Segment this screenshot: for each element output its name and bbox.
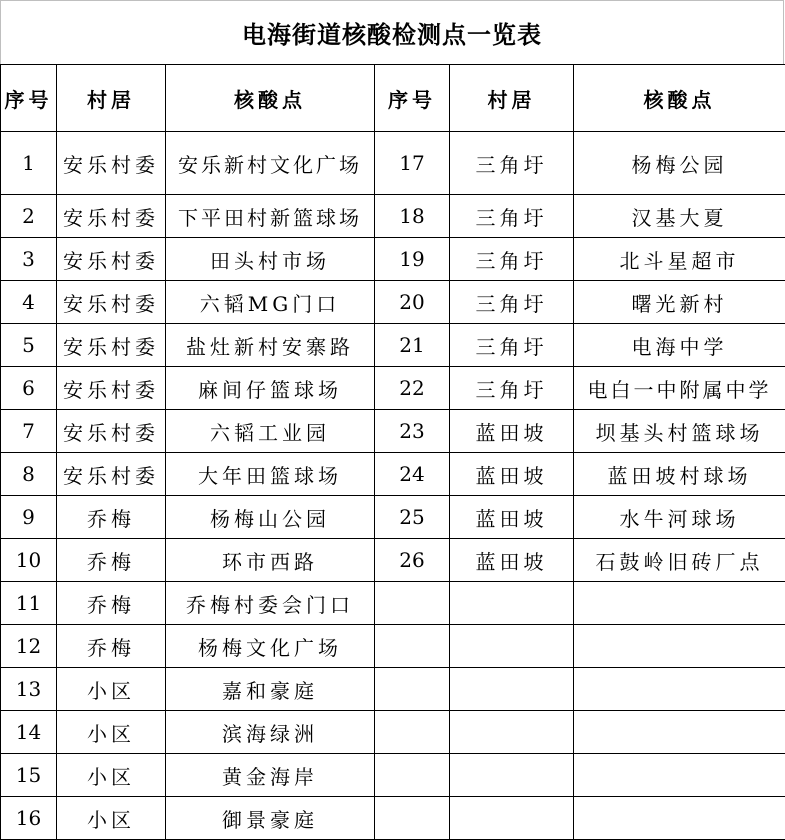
village-cell: 小区 (57, 668, 166, 711)
table-row (1, 238, 785, 281)
table-row (1, 797, 785, 840)
site-cell: 电白一中附属中学 (574, 367, 785, 410)
site-cell (574, 797, 785, 840)
seq-cell: 26 (375, 539, 450, 582)
table-row (1, 754, 785, 797)
seq-cell: 10 (1, 539, 57, 582)
seq-cell: 9 (1, 496, 57, 539)
village-cell: 安乐村委 (57, 367, 166, 410)
village-cell: 三角圩 (450, 238, 574, 281)
site-cell: 滨海绿洲 (166, 711, 375, 754)
table-row (1, 195, 785, 238)
seq-cell: 15 (1, 754, 57, 797)
village-cell: 三角圩 (450, 195, 574, 238)
seq-cell: 5 (1, 324, 57, 367)
site-cell: 乔梅村委会门口 (166, 582, 375, 625)
site-cell: 大年田篮球场 (166, 453, 375, 496)
seq-cell: 6 (1, 367, 57, 410)
site-cell (574, 582, 785, 625)
seq-cell: 20 (375, 281, 450, 324)
header-seq-right: 序号 (375, 65, 450, 132)
site-cell: 电海中学 (574, 324, 785, 367)
site-cell: 黄金海岸 (166, 754, 375, 797)
village-cell: 蓝田坡 (450, 539, 574, 582)
table-row (1, 668, 785, 711)
header-site-left: 核酸点 (166, 65, 375, 132)
site-cell (574, 754, 785, 797)
seq-cell: 18 (375, 195, 450, 238)
seq-cell: 24 (375, 453, 450, 496)
table-row (1, 711, 785, 754)
header-row (1, 65, 785, 132)
seq-cell (375, 625, 450, 668)
header-site-right: 核酸点 (574, 65, 785, 132)
header-seq-left: 序号 (1, 65, 57, 132)
seq-cell: 19 (375, 238, 450, 281)
village-cell: 乔梅 (57, 496, 166, 539)
seq-cell: 23 (375, 410, 450, 453)
site-cell: 北斗星超市 (574, 238, 785, 281)
seq-cell: 16 (1, 797, 57, 840)
seq-cell: 8 (1, 453, 57, 496)
site-cell: 蓝田坡村球场 (574, 453, 785, 496)
village-cell: 蓝田坡 (450, 453, 574, 496)
village-cell: 安乐村委 (57, 324, 166, 367)
village-cell (450, 711, 574, 754)
seq-cell (375, 668, 450, 711)
seq-cell (375, 711, 450, 754)
site-cell: 御景豪庭 (166, 797, 375, 840)
table-row (1, 281, 785, 324)
village-cell: 小区 (57, 711, 166, 754)
seq-cell: 13 (1, 668, 57, 711)
site-cell: 坝基头村篮球场 (574, 410, 785, 453)
village-cell: 蓝田坡 (450, 496, 574, 539)
header-village-left: 村居 (57, 65, 166, 132)
seq-cell: 14 (1, 711, 57, 754)
seq-cell: 17 (375, 132, 450, 195)
site-cell: 水牛河球场 (574, 496, 785, 539)
header-village-right: 村居 (450, 65, 574, 132)
title-bar (0, 0, 784, 64)
site-cell: 嘉和豪庭 (166, 668, 375, 711)
seq-cell: 3 (1, 238, 57, 281)
site-cell: 杨梅山公园 (166, 496, 375, 539)
site-cell: 盐灶新村安寨路 (166, 324, 375, 367)
site-cell: 六韬工业园 (166, 410, 375, 453)
village-cell: 安乐村委 (57, 195, 166, 238)
seq-cell (375, 582, 450, 625)
village-cell: 蓝田坡 (450, 410, 574, 453)
village-cell: 乔梅 (57, 625, 166, 668)
village-cell: 安乐村委 (57, 453, 166, 496)
seq-cell: 12 (1, 625, 57, 668)
site-cell: 下平田村新篮球场 (166, 195, 375, 238)
village-cell: 小区 (57, 754, 166, 797)
seq-cell: 25 (375, 496, 450, 539)
seq-cell: 2 (1, 195, 57, 238)
table-row (1, 582, 785, 625)
site-cell (574, 668, 785, 711)
village-cell (450, 582, 574, 625)
site-cell: 杨梅公园 (574, 132, 785, 195)
site-cell: 麻间仔篮球场 (166, 367, 375, 410)
site-cell: 环市西路 (166, 539, 375, 582)
table-row (1, 539, 785, 582)
table-row (1, 132, 785, 195)
village-cell: 三角圩 (450, 367, 574, 410)
village-cell: 小区 (57, 797, 166, 840)
site-cell: 六韬MG门口 (166, 281, 375, 324)
village-cell: 安乐村委 (57, 238, 166, 281)
village-cell (450, 797, 574, 840)
village-cell: 乔梅 (57, 539, 166, 582)
table-row (1, 324, 785, 367)
seq-cell: 4 (1, 281, 57, 324)
seq-cell: 7 (1, 410, 57, 453)
seq-cell (375, 797, 450, 840)
site-cell: 田头村市场 (166, 238, 375, 281)
seq-cell: 11 (1, 582, 57, 625)
table-row (1, 367, 785, 410)
seq-cell: 1 (1, 132, 57, 195)
village-cell (450, 625, 574, 668)
site-cell (574, 625, 785, 668)
site-cell: 石鼓岭旧砖厂点 (574, 539, 785, 582)
table-row (1, 625, 785, 668)
site-cell: 汉基大夏 (574, 195, 785, 238)
village-cell (450, 754, 574, 797)
village-cell: 安乐村委 (57, 410, 166, 453)
seq-cell: 22 (375, 367, 450, 410)
village-cell: 安乐村委 (57, 281, 166, 324)
village-cell (450, 668, 574, 711)
village-cell: 三角圩 (450, 132, 574, 195)
seq-cell: 21 (375, 324, 450, 367)
table-row (1, 410, 785, 453)
village-cell: 三角圩 (450, 324, 574, 367)
village-cell: 安乐村委 (57, 132, 166, 195)
village-cell: 三角圩 (450, 281, 574, 324)
site-cell: 安乐新村文化广场 (166, 132, 375, 195)
testing-sites-table (0, 64, 785, 840)
village-cell: 乔梅 (57, 582, 166, 625)
site-cell: 曙光新村 (574, 281, 785, 324)
seq-cell (375, 754, 450, 797)
table-row (1, 496, 785, 539)
page-title: 电海街道核酸检测点一览表 (242, 15, 542, 50)
table-row (1, 453, 785, 496)
site-cell (574, 711, 785, 754)
site-cell: 杨梅文化广场 (166, 625, 375, 668)
